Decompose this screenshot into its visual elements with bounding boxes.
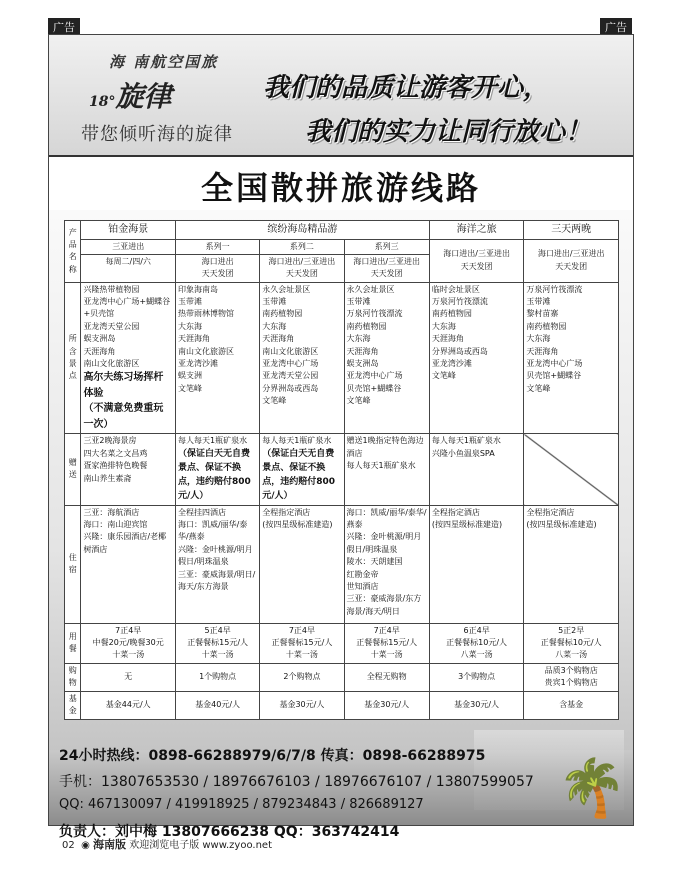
gift-cell: 三亚2晚海景房 四大名菜之文昌鸡 疍家渔排特色晚餐 南山养生素斋 — [81, 434, 176, 505]
shopping-cell: 1个购物点 — [175, 663, 259, 691]
meal-cell: 6正4早 正餐餐标10元/人 八菜一汤 — [429, 623, 524, 663]
edition-name: 海南版 — [93, 838, 127, 851]
subheader: 海口进出/三亚进出 天天发团 — [524, 239, 619, 282]
gift-cell: 每人每天1瓶矿泉水 （保证白天无自费景点、保证不换点，违约赔付800元/人） — [175, 434, 259, 505]
ad-label-right: 广告 — [600, 18, 632, 36]
group-header: 缤纷海岛精品游 — [175, 221, 429, 240]
slogan-1: 我们的品质让游客开心， — [263, 73, 550, 103]
tour-table — [64, 220, 619, 720]
product-cell: 海口进出 天天发团 — [175, 254, 259, 282]
palm-tree-icon: 🌴 — [557, 756, 627, 821]
shopping-cell: 品质3个购物店 贵宾1个购物店 — [524, 663, 619, 691]
product-cell: 海口进出/三亚进出 天天发团 — [260, 254, 344, 282]
meal-cell: 7正4早 中餐20元/晚餐30元 十菜一汤 — [81, 623, 176, 663]
golf-bonus: 高尔夫练习场挥杆体验 （不满意免费重玩一次） — [83, 372, 164, 430]
ad-label-left: 广告 — [48, 18, 80, 36]
spots-cell: 永久会址景区 玉带滩 万泉河竹筏漂流 南药植物园 大东海 天涯海角 蜈支洲岛 亚龙湾中心广场 贝壳馆+蝴蝶谷 文笔峰 — [344, 282, 429, 434]
hotel-cell: 三亚：海航酒店 海口：南山迎宾馆 兴隆：康乐园酒店/老椰树酒店 — [81, 505, 176, 623]
ad-frame — [48, 34, 634, 840]
main-panel — [49, 210, 633, 825]
shopping-cell: 无 — [81, 663, 176, 691]
gift-guarantee: （保证白天无自费景点、保证不换点，违约赔付800元/人） — [262, 448, 336, 501]
spots-cell: 万泉河竹筏漂流 玉带滩 黎村苗寨 南药植物园 大东海 天涯海角 亚龙湾中心广场 贝壳馆+蝴蝶谷 文笔峰 — [524, 282, 619, 434]
subheader: 系列三 — [344, 239, 429, 254]
spots-cell: 印象海南岛 玉带滩 热带雨林博物馆 大东海 天涯海角 南山文化旅游区 亚龙湾沙滩 蜈支洲 文笔峰 — [175, 282, 259, 434]
fund-cell: 基金44元/人 — [81, 691, 176, 719]
shopping-cell: 2个购物点 — [260, 663, 344, 691]
footer-text: 欢迎浏览电子版 www.zyoo.net — [129, 840, 272, 851]
gift-cell: 每人每天1瓶矿泉水 兴隆小鱼温泉SPA — [429, 434, 524, 505]
product-cell: 海口进出/三亚进出 天天发团 — [344, 254, 429, 282]
row-label-shopping: 购物 — [65, 663, 81, 691]
gift-cell: 赠送1晚指定特色海边酒店 每人每天1瓶矿泉水 — [344, 434, 429, 505]
qq-text: QQ: 467130097 / 419918925 / 879234843 / 826689127 — [59, 797, 424, 812]
mobile-text: 手机：13807653530 / 18976676103 / 18976676107 / 13807599057 — [59, 774, 534, 790]
edition-icon: ◉ — [81, 840, 90, 851]
gift-cell-empty — [524, 434, 619, 505]
hotel-cell: 全程指定酒店 (按四星级标准建造) — [429, 505, 524, 623]
row-label-hotel: 住宿 — [65, 505, 81, 623]
subheader: 三亚进出 — [81, 239, 176, 254]
hotel-cell: 全程指定酒店 (按四星级标准建造) — [260, 505, 344, 623]
fund-cell: 基金40元/人 — [175, 691, 259, 719]
subheader: 海口进出/三亚进出 天天发团 — [429, 239, 524, 282]
page-title: 全国散拼旅游线路 — [200, 169, 481, 207]
group-header: 铂金海景 — [81, 221, 176, 240]
brand-line: 海 南航空国旅 — [109, 53, 219, 71]
spots-cell: 永久会址景区 玉带滩 南药植物园 大东海 天涯海角 南山文化旅游区 亚龙湾中心广场 亚龙湾天堂公园 分界洲岛或西岛 文笔峰 — [260, 282, 344, 434]
page-footer — [62, 836, 272, 852]
meal-cell: 5正4早 正餐餐标15元/人 十菜一汤 — [175, 623, 259, 663]
group-header: 海洋之旅 — [429, 221, 524, 240]
group-header: 三天两晚 — [524, 221, 619, 240]
meal-cell: 7正4早 正餐餐标15元/人 十菜一汤 — [260, 623, 344, 663]
product-cell: 每周二/四/六 — [81, 254, 176, 282]
row-label-fund: 基金 — [65, 691, 81, 719]
row-label-product: 产品名称 — [65, 221, 81, 283]
person-text: 负责人：刘中梅 13807666238 QQ：363742414 — [59, 824, 400, 840]
shopping-cell: 全程无购物 — [344, 663, 429, 691]
hotel-cell: 全程指定酒店 (按四星级标准建造) — [524, 505, 619, 623]
gift-guarantee: （保证白天无自费景点、保证不换点，违约赔付800元/人） — [177, 448, 251, 501]
row-label-spots: 所含景点 — [65, 282, 81, 434]
subheader: 系列二 — [260, 239, 344, 254]
ad-header — [49, 35, 633, 157]
brand-tagline: 带您倾听海的旋律 — [81, 124, 233, 145]
brand-logo: 18°旋律 — [89, 80, 172, 113]
subheader: 系列一 — [175, 239, 259, 254]
hotline-text: 24小时热线：0898-66288979/6/7/8 传真：0898-66288975 — [59, 748, 486, 764]
fund-cell: 基金30元/人 — [260, 691, 344, 719]
hotel-cell: 全程挂四酒店 海口：凯威/丽华/泰华/燕泰 兴隆：金叶桃源/明月假日/明珠温泉 三亚：豪威海景/明日/海天/东方海景 — [175, 505, 259, 623]
spots-cell: 兴隆热带植物园 亚龙湾中心广场+蝴蝶谷+贝壳馆 亚龙湾天堂公园 蜈支洲岛 天涯海角 南山文化旅游区 高尔夫练习场挥杆体验 （不满意免费重玩一次） — [81, 282, 176, 434]
fund-cell: 含基金 — [524, 691, 619, 719]
gift-cell: 每人每天1瓶矿泉水 （保证白天无自费景点、保证不换点，违约赔付800元/人） — [260, 434, 344, 505]
fund-cell: 基金30元/人 — [429, 691, 524, 719]
fund-cell: 基金30元/人 — [344, 691, 429, 719]
shopping-cell: 3个购物点 — [429, 663, 524, 691]
meal-cell: 7正4早 正餐餐标15元/人 十菜一汤 — [344, 623, 429, 663]
row-label-meals: 用餐 — [65, 623, 81, 663]
page-number: 02 — [62, 840, 75, 851]
spots-cell: 临时会址景区 万泉河竹筏漂流 南药植物园 大东海 天涯海角 分界洲岛或西岛 亚龙湾沙滩 文笔峰 — [429, 282, 524, 434]
slogan-2: 我们的实力让同行放心！ — [305, 117, 592, 147]
meal-cell: 5正2早 正餐餐标10元/人 八菜一汤 — [524, 623, 619, 663]
hotel-cell: 海口：凯威/丽华/泰华/燕泰 兴隆：金叶桃源/明月假日/明珠温泉 陵水：天朗建国 红勘金帝 世知酒店 三亚：豪威海景/东方海景/海天/明日 — [344, 505, 429, 623]
row-label-gifts: 赠送 — [65, 434, 81, 505]
